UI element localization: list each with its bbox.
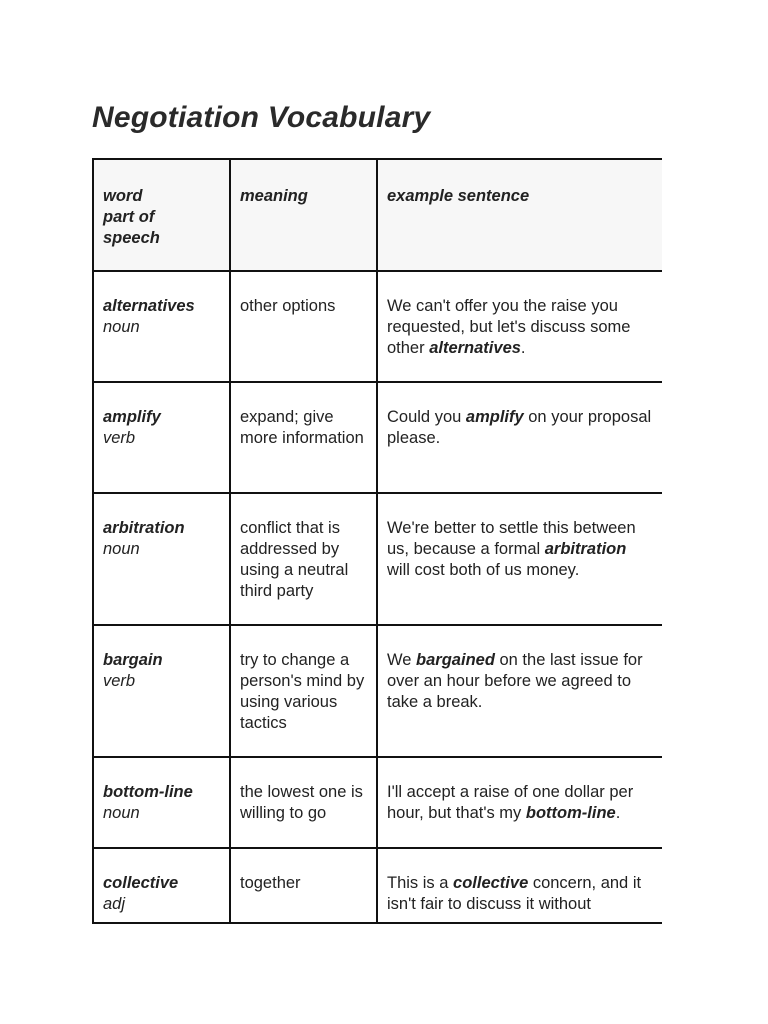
vocab-word: collective: [103, 874, 179, 892]
part-of-speech: verb: [103, 429, 136, 447]
part-of-speech: noun: [103, 318, 140, 336]
word-cell: [93, 757, 230, 848]
vocab-word: arbitration: [103, 519, 185, 537]
example-text: on the last issue for over an hour before we agreed to take a break.: [387, 651, 643, 711]
table-row: [93, 757, 662, 848]
header-part-of-speech-line-1: part of: [103, 208, 155, 226]
example-cell: [377, 625, 662, 757]
vocabulary-table: [92, 158, 662, 924]
example-text: on your proposal please.: [387, 408, 652, 447]
example-keyword: alternatives: [429, 339, 521, 357]
example-cell: [377, 271, 662, 382]
table-row: [93, 625, 662, 757]
vocab-word: bottom-line: [103, 783, 193, 801]
page-title: Negotiation Vocabulary: [92, 101, 431, 134]
example-text: We: [387, 651, 417, 669]
header-word: word: [103, 187, 143, 205]
table-row: [93, 382, 662, 493]
header-meaning-cell: [230, 159, 377, 271]
word-cell: [93, 625, 230, 757]
example-cell: [377, 757, 662, 848]
meaning-cell: try to change a person's mind by using various tactics: [230, 625, 377, 757]
meaning-cell: together: [230, 848, 377, 924]
example-text: will cost both of us money.: [387, 561, 580, 579]
part-of-speech: verb: [103, 672, 136, 690]
vocab-word: bargain: [103, 651, 163, 669]
header-part-of-speech-line-2: speech: [103, 229, 160, 247]
part-of-speech: adj: [103, 895, 126, 913]
example-cell: [377, 382, 662, 493]
example-text: Could you: [387, 408, 466, 426]
header-word-cell: [93, 159, 230, 271]
table-row: [93, 493, 662, 625]
vocabulary-table-container: [92, 158, 662, 924]
table-header-row: [93, 159, 662, 271]
example-text: This is a: [387, 874, 454, 892]
part-of-speech: noun: [103, 804, 140, 822]
header-example: example sentence: [387, 187, 530, 205]
example-keyword: collective: [453, 874, 529, 892]
meaning-cell: expand; give more information: [230, 382, 377, 493]
vocab-word: alternatives: [103, 297, 195, 315]
example-text: We can't offer you the raise you requested, but let's discuss some other: [387, 297, 631, 357]
header-meaning: meaning: [240, 187, 308, 205]
word-cell: [93, 493, 230, 625]
example-text: We're better to settle this between us, because a formal: [387, 519, 636, 558]
example-text: .: [615, 804, 621, 822]
meaning-cell: the lowest one is willing to go: [230, 757, 377, 848]
example-text: .: [520, 339, 526, 357]
example-text: I'll accept a raise of one dollar per hour, but that's my: [387, 783, 634, 822]
word-cell: [93, 382, 230, 493]
example-cell: [377, 848, 662, 924]
part-of-speech: noun: [103, 540, 140, 558]
example-text: concern, and it isn't fair to discuss it without: [387, 874, 642, 913]
word-cell: [93, 848, 230, 924]
header-example-cell: [377, 159, 662, 271]
word-cell: [93, 271, 230, 382]
example-keyword: bargained: [416, 651, 495, 669]
meaning-cell: conflict that is addressed by using a neutral third party: [230, 493, 377, 625]
example-keyword: bottom-line: [525, 804, 616, 822]
table-row: [93, 848, 662, 924]
table-row: [93, 271, 662, 382]
example-cell: [377, 493, 662, 625]
example-keyword: amplify: [465, 408, 524, 426]
example-keyword: arbitration: [544, 540, 627, 558]
vocab-word: amplify: [103, 408, 161, 426]
meaning-cell: other options: [230, 271, 377, 382]
